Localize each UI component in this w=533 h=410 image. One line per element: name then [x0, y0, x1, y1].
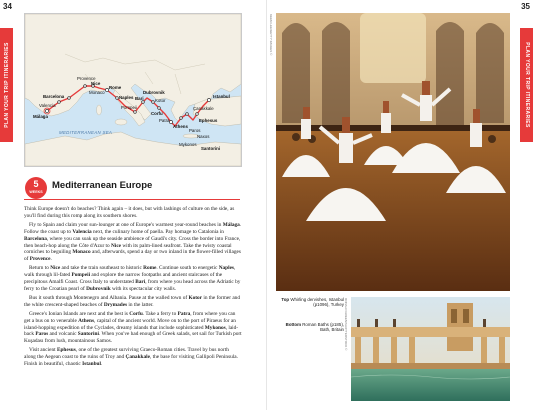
side-tab-right	[520, 28, 533, 142]
map-label-bari: Bari	[135, 96, 144, 101]
itinerary-map	[24, 13, 242, 167]
map-sea-label: MEDITERRANEAN SEA	[59, 130, 113, 135]
map-label-corfu: Corfu	[151, 111, 163, 116]
page-gutter	[266, 0, 267, 410]
paragraph: Bus it south through Montenegro and Albania. Pause at the walled town of Kotor in the former and the white crescent-shaped beaches of Drymades in the latter.	[24, 294, 240, 308]
caption-bottom-label: Bottom	[285, 322, 302, 327]
title-rule	[24, 199, 240, 200]
page-number-right: 35	[521, 2, 530, 11]
map-label-naxos: Naxos	[197, 134, 210, 139]
paragraph: Return to Nice and take the train southeast to historic Rome. Continue south to energetic Naples, walk through lil-fated Pompeii and explore the narrow footpaths and ancient staircases of the precipitous Amalfi Coast. Cross Italy to understated Bari, from where you head across the Adriatic by ferry to the Croatian pearl of Dubrovnik with its spectacular city walls.	[24, 265, 241, 292]
map-label-naples: Naples	[119, 95, 134, 100]
photo-whirling-dervishes	[276, 13, 510, 291]
map-label-nice: Nice	[91, 81, 101, 86]
map-label-pompeii: Pompeii	[121, 105, 137, 110]
map-label-monaco: Monaco	[89, 90, 105, 95]
side-tab-right-label: PLAN YOUR TRIP ITINERARIES	[523, 42, 530, 128]
map-label-athens: Athens	[173, 124, 188, 129]
map-label-istanbul: Istanbul	[213, 94, 230, 99]
map-label-mykonos: Mykonos	[179, 142, 197, 147]
side-tab-left-label: PLAN YOUR TRIP ITINERARIES	[3, 42, 10, 128]
weeks-label: WEEKS	[29, 190, 43, 194]
map-label-provence: Provence	[77, 76, 96, 81]
roman-baths-illustration	[351, 297, 510, 401]
photo-credit-top: KEEM LEE/GETTY IMAGES ©	[269, 14, 273, 56]
map-label-canakkale: Çanakkale	[193, 106, 214, 111]
caption-top	[280, 297, 344, 307]
map-label-dubrovnik: Dubrovnik	[143, 90, 165, 95]
itinerary-body	[24, 206, 242, 370]
side-tab-left	[0, 28, 13, 142]
caption-bottom-text: Roman Baths (p185), Bath, Britain	[302, 322, 344, 333]
paragraph: Think Europe doesn't do beaches? Think again – it does, but with lashings of culture on the side, as you'll find during this romp along its southern shores.	[24, 206, 235, 219]
map-label-paros: Paros	[189, 128, 201, 133]
map-label-barcelona: Barcelona	[43, 94, 65, 99]
map-label-santorini: Santorini	[201, 146, 221, 151]
photo-roman-baths	[351, 297, 510, 401]
map-label-patra: Patra	[159, 118, 170, 123]
map-label-malaga: Málaga	[33, 114, 48, 119]
page-number-left: 34	[3, 2, 12, 11]
weeks-number: 5	[33, 179, 39, 189]
photo-credit-bottom: RONALD GREEN/SHUTTERSTOCK ©	[344, 298, 348, 351]
map-label-valencia: Valencia	[39, 103, 56, 108]
paragraph: Greece's Ionian Islands are next and the best is Corfu. Take a ferry to Patra, from where you can get a bus on to venerable Athens, capital of the ancient world. Move on to the port of Piraeus for an island-hopping expedition of the Cyclades, dreamy islands that include sophisticated Mykonos, laid-back Paros and volcanic Santorini. When you've had enough of Greek salads, set sail for Turkish port Kuşadası from lush, mountainous Samos.	[24, 310, 242, 345]
caption-top-label: Top	[281, 297, 290, 302]
caption-top-text: Whirling dervishes, Istanbul (p1096), Turkey	[290, 297, 344, 308]
weeks-badge	[25, 177, 47, 199]
map-graphic	[25, 14, 241, 166]
paragraph: Fly to Spain and claim your sun-lounger at one of Europe's warmest year-round beaches in Málaga. Follow the coast up to Valencia next, the culinary home of paella. Pay homage to Catalonia in Barcelona, where you can soak up the seaside ambience of Gaudí's city. Cross the border into France, then beach-hop along the Côte d'Azur to Nice with its palm-lined seafront. Take the twisty coastal corniches to beguiling Monaco and, afterwards, spend a day or two inland in the flower-filled villages of Provence.	[24, 221, 242, 263]
map-label-rome: Rome	[109, 85, 122, 90]
itinerary-title: Mediterranean Europe	[52, 180, 153, 191]
map-label-kotor: Kotor	[155, 98, 166, 103]
dervishes-illustration	[276, 13, 510, 291]
map-label-ephesus: Ephesus	[199, 118, 218, 123]
paragraph: Visit ancient Ephesus, one of the greatest surviving Graeco-Roman cities. Travel by bus north along the Aegean coast to the ruins of Troy and Çanakkale, the base for visiting Gallipoli Peninsula. Finish in beautiful, chaotic Istanbul.	[24, 347, 238, 368]
caption-bottom	[280, 322, 344, 332]
